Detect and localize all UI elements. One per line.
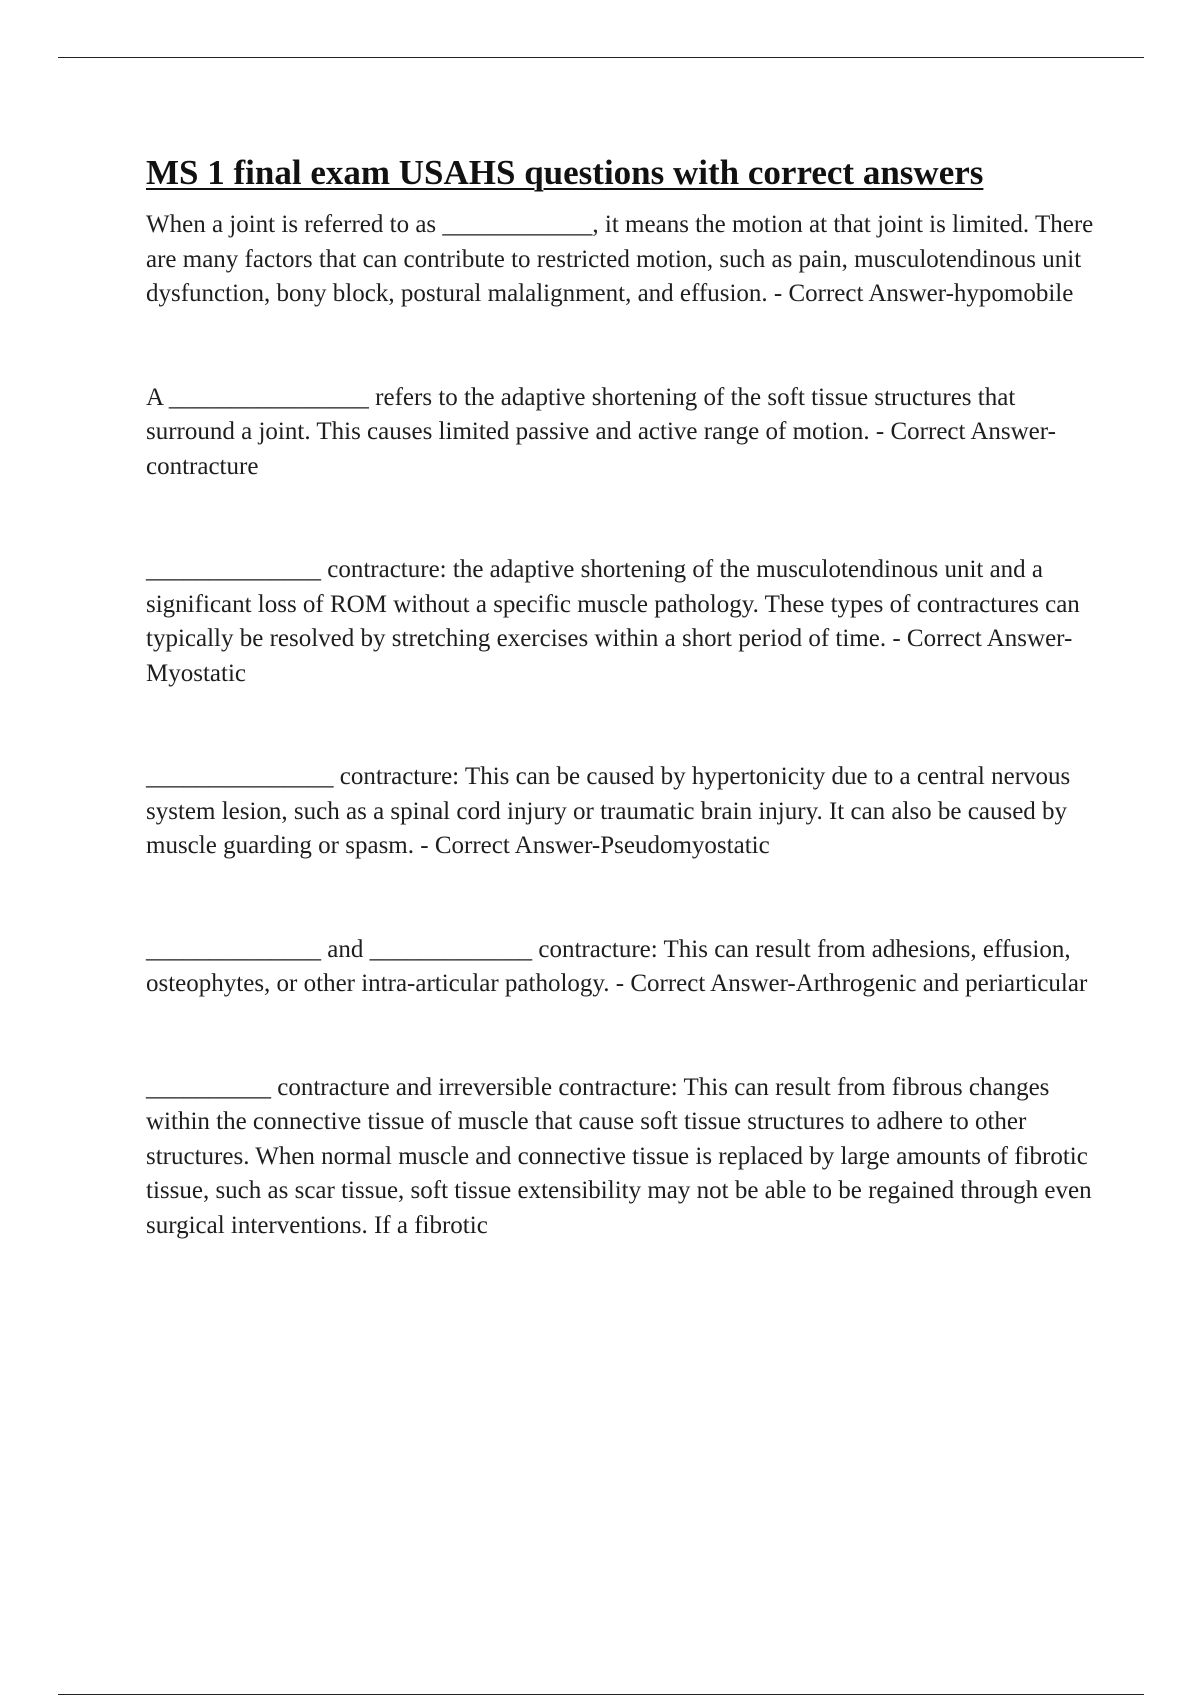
question-answer-1: When a joint is referred to as ____________, it means the motion at that joint is limited. There are many factors that can contribute to restricted motion, such as pain, musculotendinous unit dysfunction, bony block, postural malalignment, and effusion. - Correct Answer-hypomobile <box>146 211 1094 307</box>
question-answer-5: ______________ and _____________ contracture: This can result from adhesions, effusion, osteophytes, or other intra-articular pathology. - Correct Answer-Arthrogenic and periarticular <box>146 935 1088 997</box>
question-answer-4: _______________ contracture: This can be caused by hypertonicity due to a central nervous system lesion, such as a spinal cord injury or traumatic brain injury. It can also be caused by muscle guarding or spasm. - Correct Answer-Pseudomyostatic <box>146 763 1071 859</box>
question-answer-2: A ________________ refers to the adaptive shortening of the soft tissue structures that surround a joint. This causes limited passive and active range of motion. - Correct Answer-contracture <box>146 383 1056 480</box>
header-rule <box>58 57 1144 58</box>
question-answer-6: __________ contracture and irreversible contracture: This can result from fibrous changes within the connective tissue of muscle that cause soft tissue structures to adhere to other structures. When normal muscle and connective tissue is replaced by large amounts of fibrotic tissue, such as scar tissue, soft tissue extensibility may not be able to be regained through even surgical interventions. If a fibrotic <box>146 1073 1092 1239</box>
document-title: MS 1 final exam USAHS questions with correct answers <box>146 153 984 192</box>
footer-rule <box>58 1694 1144 1695</box>
question-answer-3: ______________ contracture: the adaptive shortening of the musculotendinous unit and a significant loss of ROM without a specific muscle pathology. These types of contractures can typically be resolved by stretching exercises within a short period of time. - Correct Answer-Myostatic <box>146 556 1080 687</box>
document-body <box>146 148 1096 1243</box>
